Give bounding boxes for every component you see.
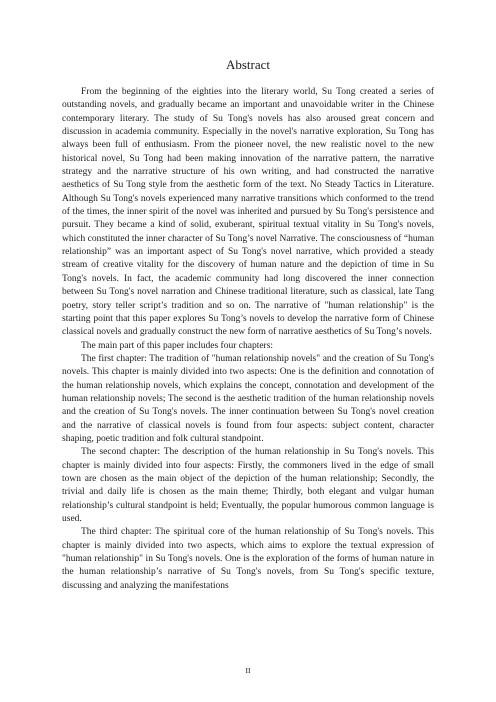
paragraph: The first chapter: The tradition of "human relationship novels" and the creation of Su Tong's novels. This chapter is mainly divided into two aspects: One is the definition and connotation of the human relationship novels, which explains the concept, connotation and development of the human relationship novels; The second is the aesthetic tradition of the human relationship novels and the creation of Su Tong's novels. The inner continuation between Su Tong's novel creation and the narrative of classical novels is found from four aspects: subject content, character shaping, poetic tradition and folk cultural standpoint. bbox=[62, 353, 434, 444]
paragraph: The second chapter: The description of the human relationship in Su Tong's novels. This chapter is mainly divided into four aspects: Firstly, the commoners lived in the edge of small town are chosen as the main object of the depiction of the human relationship; Secondly, the trivial and daily life is chosen as the main theme; Thirdly, both elegant and vulgar human relationship’s cultural standpoint is held; Eventually, the popular humorous common language is used. bbox=[62, 447, 434, 524]
paragraph: From the beginning of the eighties into the literary world, Su Tong created a series of outstanding novels, and gradually became an important and unavoidable writer in the Chinese contemporary literary. The study of Su Tong's novels has also aroused great concern and discussion in academia community. Especially in the novel's narrative exploration, Su Tong has always been full of enthusiasm. From the pioneer novel, the new realistic novel to the new historical novel, Su Tong had been making innovation of the narrative pattern, the narrative strategy and the narrative structure of his own writing, and had constructed the narrative aesthetics of Su Tong style from the aesthetic form of the text. No Steady Tactics in Literature. Although Su Tong's novels experienced many narrative transitions which conformed to the trend of the times, the inner spirit of the novel was inherited and pursued by Su Tong's persistence and pursuit. They became a kind of solid, exuberant, spiritual textual vitality in Su Tong's novels, which constituted the inner character of Su Tong’s novel Narrative. The consciousness of “human relationship” was an important aspect of Su Tong's novel narrative, which provided a steady stream of creative vitality for the discovery of human nature and the depiction of time in Su Tong's novels. In fact, the academic community had long discovered the inner connection between Su Tong's novel narration and Chinese traditional literature, such as classical, late Tang poetry, story teller script’s tradition and so on. The narrative of "human relationship" is the starting point that this paper explores Su Tong’s novels to develop the narrative form of Chinese classical novels and gradually construct the new form of narrative aesthetics of Su Tong’s novels. bbox=[62, 87, 434, 338]
paragraph: The main part of this paper includes four chapters: bbox=[81, 340, 274, 351]
page-number: II bbox=[245, 666, 251, 675]
abstract-body bbox=[62, 86, 434, 593]
abstract-title: Abstract bbox=[225, 57, 271, 72]
paragraph: The third chapter: The spiritual core of the human relationship of Su Tong's novels. This chapter is mainly divided into two aspects, which aims to explore the textual expression of "human relationship" in Su Tong's novels. One is the exploration of the forms of human nature in the human relationship’s narrative of Su Tong's novels, from Su Tong's specific texture, discussing and analyzing the manifestations bbox=[62, 527, 434, 591]
